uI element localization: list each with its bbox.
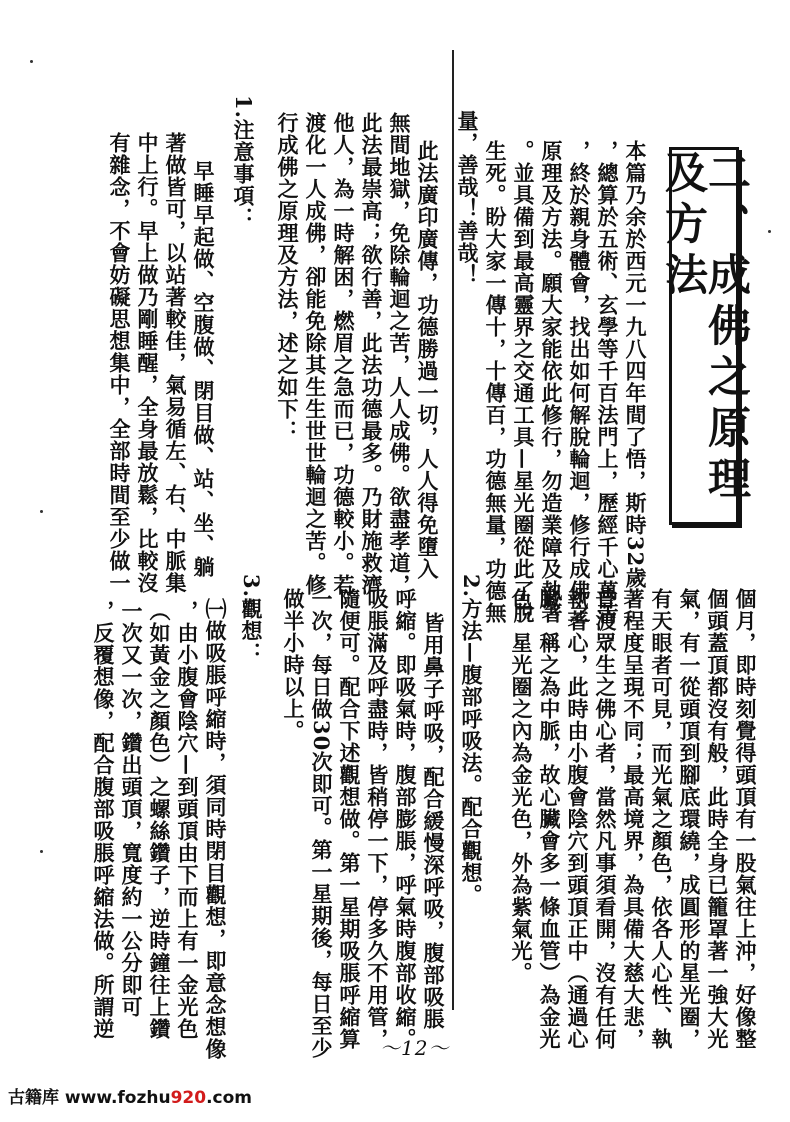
continued-line: 有天眼者可見，而光氣之顏色，依各人心性、執 <box>649 588 674 1050</box>
intro-line: 本篇乃余於西元一九八四年間了悟，斯時32歲 <box>623 140 648 590</box>
section3-heading: 3.觀想： <box>239 574 264 664</box>
intro-line: 量，善哉！善哉！ <box>455 110 480 286</box>
section1-line: 著做皆可，以站著較佳，氣易循左、右、中脈集 <box>163 132 188 594</box>
intro-line: 原理及方法。願大家能依此修行，勿造業障及執著 <box>539 140 564 624</box>
footer-watermark[interactable] <box>8 1083 252 1108</box>
section3-line: 一次又一次，鑽出頭頂，寬度約一公分即可 <box>119 600 144 1018</box>
section3-line: ，由小腹會陰穴—到頭頂由下而上有一金光色 <box>175 600 200 1040</box>
continued-line: 個頭蓋頂都沒有般，此時全身已籠罩著一強大光 <box>705 588 730 1050</box>
continued-line: 臟，稱之為中脈，故心臟會多一條血管）為金光 <box>537 588 562 1050</box>
section2-line: 一次，每日做30次即可。第一星期後，每日至少 <box>309 588 334 1060</box>
section3-line: ，反覆想像，配合腹部吸脹呼縮法做。所謂逆 <box>91 600 116 1040</box>
continued-line: 執著心，此時由小腹會陰穴到頭頂正中（通過心 <box>565 588 590 1050</box>
scan-speck <box>40 510 43 513</box>
continued-line: 著程度呈現不同；最高境界，為具備大慈大悲， <box>621 588 646 1050</box>
section2-line: 做半小時以上。 <box>281 588 306 742</box>
section2-line: 吸脹滿及呼盡時，皆稍停一下，停多久不用管， <box>365 588 390 1050</box>
intro-line: 。並具備到最高靈界之交通工具—星光圈從此了脫 <box>511 140 536 624</box>
scan-speck <box>30 60 33 63</box>
page-number: ～12～ <box>380 1036 450 1060</box>
column-divider <box>452 50 454 1010</box>
intro-line: ，終於親身體會，找出如何解脫輪迴，修行成佛之 <box>567 140 592 624</box>
continued-line: 個月，即時刻覺得頭頂有一股氣往上沖，好像整 <box>733 588 758 1050</box>
intro-line: 生死。盼大家一傳十，十傳百，功德無量，功德無 <box>483 140 508 624</box>
para2-line: 他人，為一時解困，燃眉之急而已，功德較小。若 <box>331 112 356 596</box>
section2-line: 隨便可。配合下述觀想做。第一星期吸脹呼縮算 <box>337 588 362 1050</box>
continued-line: 普渡眾生之佛心者，當然凡事須看開，沒有任何 <box>593 588 618 1050</box>
footer-text-part3: .com <box>206 1088 253 1108</box>
para2-line: 渡化一人成佛，卻能免除其生生世世輪迴之苦。修 <box>303 112 328 596</box>
continued-line: 氣，有一從頭頂到腳底環繞，成圓形的星光圈， <box>677 588 702 1050</box>
para2-line: 行成佛之原理及方法，述之如下： <box>275 112 300 442</box>
chapter-title-box <box>658 147 751 525</box>
chapter-title: 二、成佛之原理及方法 <box>658 150 751 507</box>
section3-line: （如黃金之顏色）之螺絲鑽子，逆時鐘往上鑽 <box>147 600 172 1040</box>
section1-heading: 1.注意事項： <box>231 95 256 229</box>
section2-heading: 2.方法—腹部呼吸法。配合觀想。 <box>459 574 484 906</box>
section2-line: 呼縮。即吸氣時，腹部膨脹，呼氣時腹部收縮。 <box>393 588 418 1050</box>
section3-line: ㈠做吸脹呼縮時，須同時閉目觀想，即意念想像 <box>203 598 228 1060</box>
footer-text-part1: 古籍库 www.fozhu <box>8 1088 171 1108</box>
para2-line: 無間地獄，免除輪迴之苦，人人成佛。欲盡孝道， <box>387 112 412 596</box>
section1-line: 中上行。早上做乃剛睡醒，全身最放鬆，比較沒 <box>135 132 160 594</box>
section1-line: 早睡早起做、空腹做、閉目做、站、坐、躺 <box>191 160 216 578</box>
para2-line: 此法廣印廣傳，功德勝過一切，人人得免墮入 <box>415 140 440 580</box>
scan-speck <box>40 850 43 853</box>
scan-speck <box>768 230 771 233</box>
continued-line: 色，星光圈之內為金光色，外為紫氣光。 <box>509 588 534 984</box>
para2-line: 此法最崇高；欲行善，此法功德最多。乃財施救濟 <box>359 112 384 596</box>
footer-text-part2: 920 <box>170 1088 207 1108</box>
intro-line: ，總算於五術、玄學等千百法門上，歷經千心萬苦 <box>595 140 620 624</box>
section1-line: 有雜念，不會妨礙思想集中，全部時間至少做一 <box>107 132 132 594</box>
section2-line: 皆用鼻子呼吸，配合緩慢深呼吸，腹部吸脹 <box>421 612 446 1030</box>
